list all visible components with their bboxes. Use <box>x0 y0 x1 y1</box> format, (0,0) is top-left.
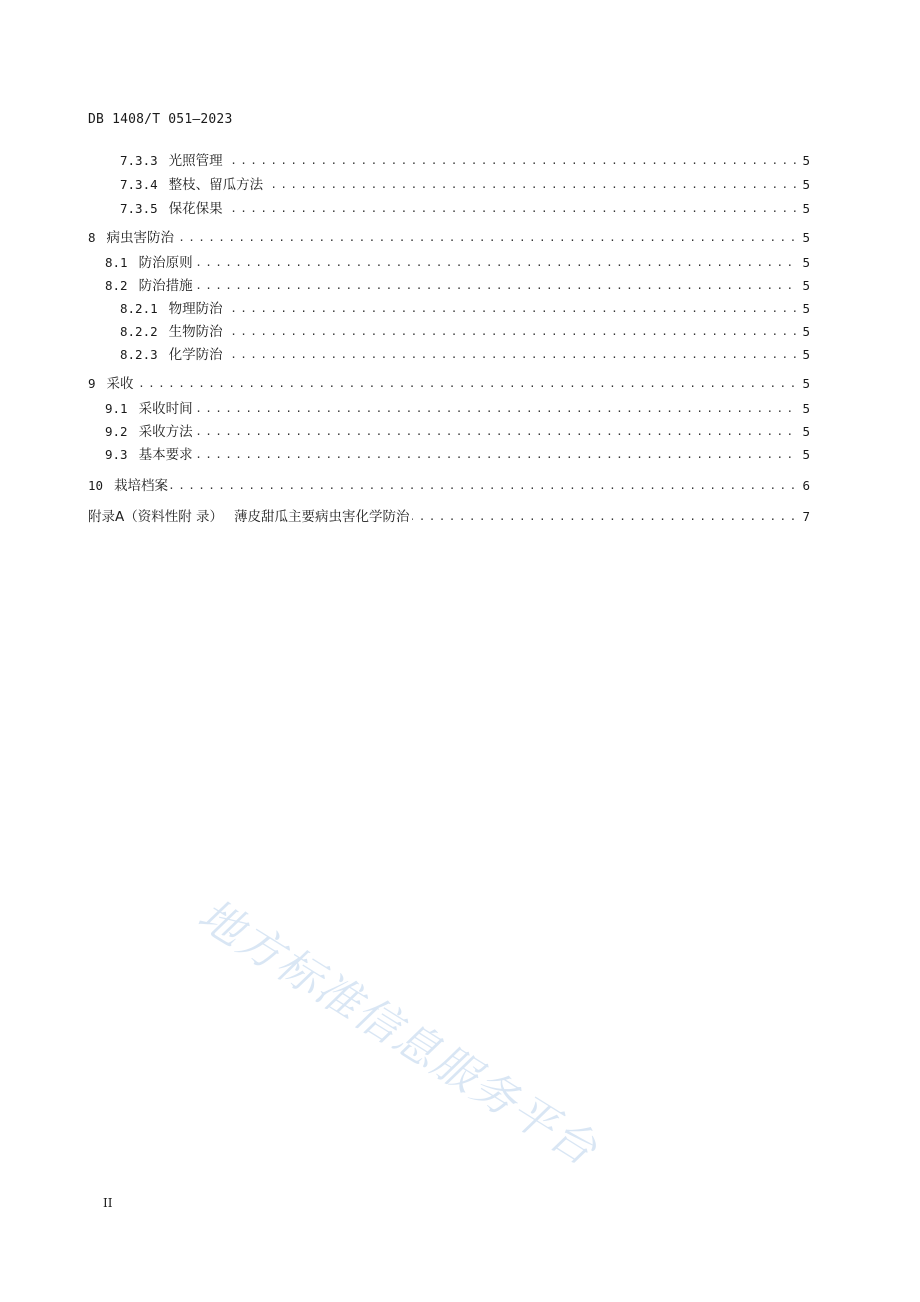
toc-page-number: 5 <box>799 175 810 195</box>
toc-number: 7.3.4 <box>120 177 158 192</box>
toc-entry-8-2-3[interactable] <box>120 345 810 365</box>
toc-title: 防治措施 <box>138 278 193 294</box>
toc-page-number: 5 <box>799 253 810 273</box>
dot-leader <box>105 276 796 296</box>
toc-title: 栽培档案 <box>114 478 169 494</box>
toc-number: 7.3.3 <box>120 153 158 168</box>
toc-title: 采收 <box>106 376 134 392</box>
toc-title: 采收方法 <box>138 424 193 440</box>
toc-entry-7-3-3[interactable] <box>120 151 810 171</box>
toc-page-number: 5 <box>799 445 810 465</box>
toc-number: 9.1 <box>105 401 128 416</box>
toc-title: 基本要求 <box>138 447 193 463</box>
toc-number: 9.3 <box>105 447 128 462</box>
toc-entry-9-3[interactable] <box>105 445 810 465</box>
dot-leader <box>105 422 796 442</box>
toc-entry-8-2[interactable] <box>105 276 810 296</box>
toc-title: 整枝、留瓜方法 <box>168 177 264 193</box>
toc-title: 保花保果 <box>168 201 223 217</box>
toc-page-number: 5 <box>799 151 810 171</box>
toc-entry-9-1[interactable] <box>105 399 810 419</box>
dot-leader <box>105 253 796 273</box>
toc-number: 7.3.5 <box>120 201 158 216</box>
toc-page-number: 5 <box>799 422 810 442</box>
toc-number: 8.2 <box>105 278 128 293</box>
toc-number: 8.2.2 <box>120 324 158 339</box>
toc-title: 防治原则 <box>138 255 193 271</box>
toc-number: 8 <box>88 230 96 245</box>
toc-title: 病虫害防治 <box>106 230 175 246</box>
dot-leader <box>88 228 796 248</box>
toc-entry-7-3-5[interactable] <box>120 199 810 219</box>
page-number-footer: II <box>103 1196 113 1210</box>
toc-entry-8-2-2[interactable] <box>120 322 810 342</box>
toc-title: 化学防治 <box>168 347 223 363</box>
toc-number: 9.2 <box>105 424 128 439</box>
toc-entry-8[interactable] <box>88 228 810 248</box>
toc-entry-9-2[interactable] <box>105 422 810 442</box>
toc-page-number: 5 <box>799 374 810 394</box>
toc-appendix-label: 附录A（资料性附 录） <box>88 509 224 525</box>
toc-entry-8-2-1[interactable] <box>120 299 810 319</box>
watermark-text: 地方标准信息服务平台 <box>189 889 607 1177</box>
toc-entry-9[interactable] <box>88 374 810 394</box>
dot-leader <box>88 374 796 394</box>
toc-number: 8.2.1 <box>120 301 158 316</box>
toc-page-number: 6 <box>799 476 810 496</box>
toc-page-number: 5 <box>799 299 810 319</box>
document-code: DB 1408/T 051—2023 <box>88 112 233 127</box>
toc-title: 采收时间 <box>138 401 193 417</box>
toc-page-number: 7 <box>799 507 810 527</box>
toc-page-number: 5 <box>799 276 810 296</box>
toc-number: 10 <box>88 478 104 493</box>
toc-page-number: 5 <box>799 399 810 419</box>
toc-entry-7-3-4[interactable] <box>120 175 810 195</box>
toc-page-number: 5 <box>799 199 810 219</box>
toc-entry-10[interactable] <box>88 476 810 496</box>
toc-number: 9 <box>88 376 96 391</box>
dot-leader <box>105 399 796 419</box>
toc-title: 光照管理 <box>168 153 223 169</box>
toc-page-number: 5 <box>799 345 810 365</box>
toc-page-number: 5 <box>799 228 810 248</box>
toc-number: 8.2.3 <box>120 347 158 362</box>
toc-entry-appendix-a[interactable] <box>88 507 810 527</box>
toc-title: 物理防治 <box>168 301 223 317</box>
toc-title: 生物防治 <box>168 324 223 340</box>
toc-number: 8.1 <box>105 255 128 270</box>
toc-title: 薄皮甜瓜主要病虫害化学防治 <box>234 509 410 525</box>
dot-leader <box>105 445 796 465</box>
toc-entry-8-1[interactable] <box>105 253 810 273</box>
toc-page-number: 5 <box>799 322 810 342</box>
dot-leader <box>88 476 796 496</box>
